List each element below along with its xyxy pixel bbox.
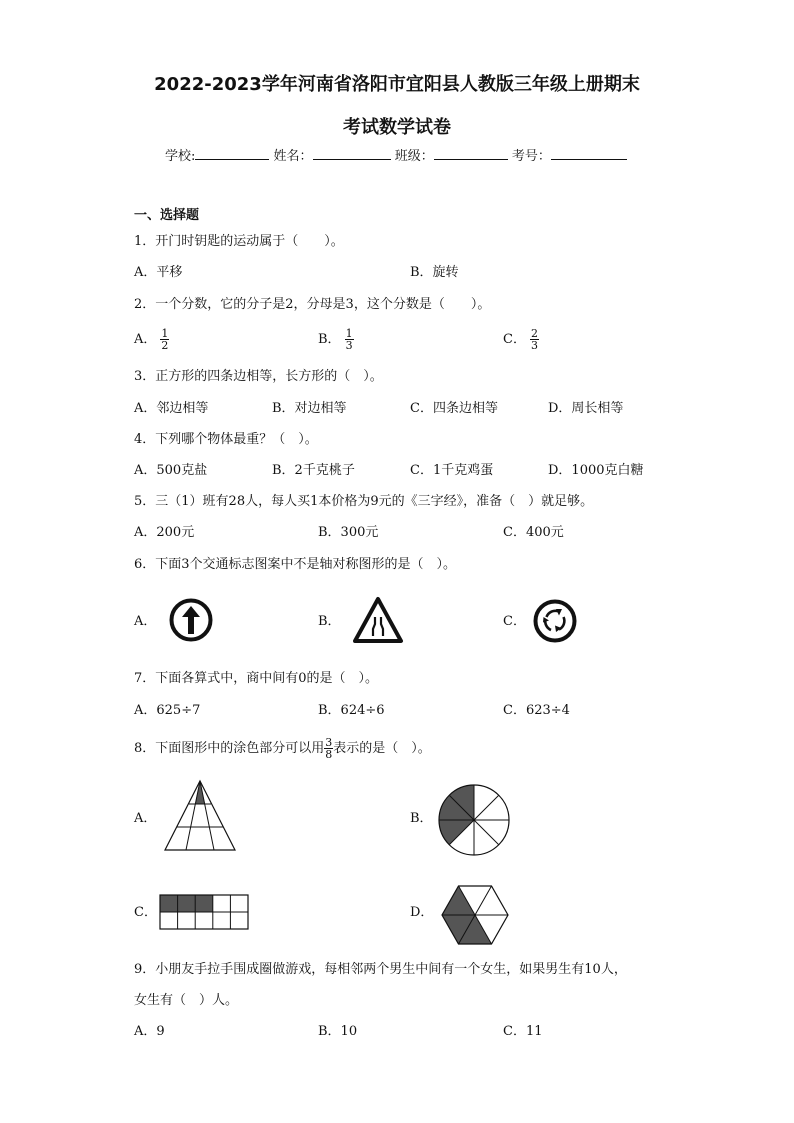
exam-title-line1: 2022-2023学年河南省洛阳市宜阳县人教版三年级上册期末 — [154, 74, 640, 95]
q5-option-b[interactable]: B．300元 — [318, 525, 379, 540]
q2-c-fraction: $\frac{2}{3}$ — [530, 327, 538, 352]
name-blank[interactable] — [313, 146, 391, 160]
q8-option-c[interactable]: C． — [134, 905, 157, 920]
exam-no-blank[interactable] — [551, 146, 627, 160]
school-blank[interactable] — [195, 146, 269, 160]
exam-no-label: 考号： — [511, 149, 551, 164]
q4-option-a[interactable]: A．500克盐 — [134, 463, 208, 478]
shaded-triangle-figure — [164, 780, 236, 852]
q6-option-c[interactable]: C． — [503, 614, 526, 629]
exam-title-line2: 考试数学试卷 — [343, 117, 451, 138]
q8-option-d[interactable]: D． — [410, 905, 434, 920]
question-8 — [134, 735, 431, 763]
q8-fraction: $\frac{3}{8}$ — [325, 736, 333, 761]
section-heading: 一、选择题 — [134, 208, 200, 223]
shaded-hexagon-figure — [441, 885, 509, 945]
q9-option-a[interactable]: A．9 — [134, 1024, 165, 1039]
question-1: 1．开门时钥匙的运动属于（ ）。 — [134, 234, 344, 249]
q3-option-b[interactable]: B．对边相等 — [272, 401, 347, 416]
q6-option-a[interactable]: A． — [134, 614, 157, 629]
q9-option-b[interactable]: B．10 — [318, 1024, 358, 1039]
q1-option-a[interactable]: A．平移 — [134, 265, 183, 280]
q6-option-b[interactable]: B． — [318, 614, 341, 629]
q2-option-b[interactable] — [318, 326, 354, 354]
q8-text-start: 8．下面图形中的涂色部分可以用 — [134, 741, 325, 756]
q7-option-a[interactable]: A．625÷7 — [134, 703, 201, 718]
question-5: 5．三（1）班有28人，每人买1本价格为9元的《三字经》，准备（ ）就足够。 — [134, 494, 594, 509]
question-6: 6．下面3个交通标志图案中不是轴对称图形的是（ ）。 — [134, 557, 457, 572]
q8-text-end: 表示的是（ ）。 — [333, 741, 431, 756]
q1-option-b[interactable]: B．旋转 — [410, 265, 459, 280]
q2-a-label: A． — [134, 332, 157, 347]
class-label: 班级： — [394, 149, 434, 164]
q5-option-a[interactable]: A．200元 — [134, 525, 195, 540]
name-label: 姓名： — [273, 149, 313, 164]
q8-option-b[interactable]: B． — [410, 811, 433, 826]
question-9-line1: 9．小朋友手拉手围成圈做游戏，每相邻两个男生中间有一个女生，如果男生有10人， — [134, 962, 627, 977]
q4-option-d[interactable]: D．1000克白糖 — [548, 463, 644, 478]
class-blank[interactable] — [434, 146, 508, 160]
upward-arrow-sign-icon — [168, 597, 214, 643]
q3-option-c[interactable]: C．四条边相等 — [410, 401, 498, 416]
q4-option-b[interactable]: B．2千克桃子 — [272, 463, 355, 478]
question-7: 7．下面各算式中，商中间有0的是（ ）。 — [134, 671, 379, 686]
shaded-circle-figure — [438, 784, 510, 856]
q2-a-fraction: $\frac{1}{2}$ — [161, 327, 169, 352]
q4-option-c[interactable]: C．1千克鸡蛋 — [410, 463, 494, 478]
q8-option-a[interactable]: A． — [134, 811, 157, 826]
question-9-line2: 女生有（ ）人。 — [134, 993, 239, 1008]
q2-b-label: B． — [318, 332, 341, 347]
question-2: 2．一个分数，它的分子是2，分母是3，这个分数是（ ）。 — [134, 297, 491, 312]
student-info-line — [165, 145, 627, 164]
narrow-road-warning-sign-icon — [352, 596, 404, 644]
q2-c-label: C． — [503, 332, 526, 347]
question-3: 3．正方形的四条边相等，长方形的（ ）。 — [134, 369, 383, 384]
q5-option-c[interactable]: C．400元 — [503, 525, 564, 540]
school-label: 学校: — [165, 149, 196, 164]
roundabout-sign-icon — [532, 598, 578, 644]
q7-option-c[interactable]: C．623÷4 — [503, 703, 570, 718]
shaded-grid-figure — [159, 894, 249, 930]
q7-option-b[interactable]: B．624÷6 — [318, 703, 385, 718]
question-4: 4．下列哪个物体最重？（ ）。 — [134, 432, 318, 447]
q2-option-c[interactable] — [503, 326, 539, 354]
q3-option-a[interactable]: A．邻边相等 — [134, 401, 209, 416]
q3-option-d[interactable]: D．周长相等 — [548, 401, 624, 416]
q9-option-c[interactable]: C．11 — [503, 1024, 543, 1039]
q2-option-a[interactable] — [134, 326, 169, 354]
q2-b-fraction: $\frac{1}{3}$ — [345, 327, 353, 352]
